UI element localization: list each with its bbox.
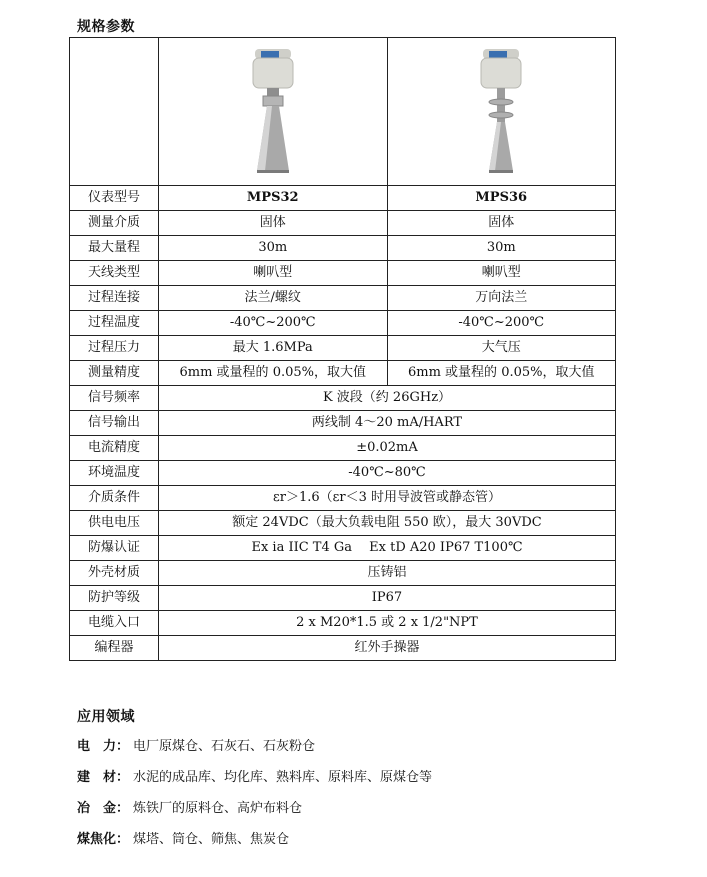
spec-label: 防爆认证 bbox=[70, 536, 159, 561]
spec-value-merged: 2 x M20*1.5 或 2 x 1/2"NPT bbox=[159, 611, 616, 636]
spec-label: 天线类型 bbox=[70, 261, 159, 286]
application-item bbox=[77, 733, 432, 764]
spec-row bbox=[70, 361, 616, 386]
application-text: 炼铁厂的原料仓、高炉布料仓 bbox=[133, 801, 303, 816]
application-item bbox=[77, 826, 432, 857]
spec-value-merged: IP67 bbox=[159, 586, 616, 611]
spec-label: 测量介质 bbox=[70, 211, 159, 236]
spec-value: 30m bbox=[387, 236, 616, 261]
app-title: 应用领域 bbox=[77, 709, 135, 725]
spec-value: 大气压 bbox=[387, 336, 616, 361]
spec-value: 万向法兰 bbox=[387, 286, 616, 311]
spec-value: 6mm 或量程的 0.05%，取大值 bbox=[387, 361, 616, 386]
spec-row bbox=[70, 261, 616, 286]
spec-row bbox=[70, 511, 616, 536]
spec-row bbox=[70, 486, 616, 511]
spec-row bbox=[70, 311, 616, 336]
spec-row bbox=[70, 411, 616, 436]
spec-label: 防护等级 bbox=[70, 586, 159, 611]
spec-label: 环境温度 bbox=[70, 461, 159, 486]
spec-value-merged: 两线制 4～20 mA/HART bbox=[159, 411, 616, 436]
image-mps32 bbox=[159, 38, 388, 186]
application-field: 煤焦化： bbox=[77, 832, 130, 847]
spec-label: 测量精度 bbox=[70, 361, 159, 386]
spec-value: 喇叭型 bbox=[159, 261, 388, 286]
spec-row bbox=[70, 286, 616, 311]
spec-label: 信号输出 bbox=[70, 411, 159, 436]
spec-row bbox=[70, 611, 616, 636]
spec-value: 法兰/螺纹 bbox=[159, 286, 388, 311]
spec-value: -40℃~200℃ bbox=[159, 311, 388, 336]
spec-row bbox=[70, 436, 616, 461]
spec-value: 最大 1.6MPa bbox=[159, 336, 388, 361]
spec-label: 仪表型号 bbox=[70, 186, 159, 211]
spec-label: 编程器 bbox=[70, 636, 159, 661]
radar-horn-gauge-icon bbox=[241, 47, 305, 177]
spec-value: 喇叭型 bbox=[387, 261, 616, 286]
spec-table bbox=[69, 37, 616, 661]
image-row bbox=[70, 38, 616, 186]
application-field: 冶 金： bbox=[77, 801, 130, 816]
spec-label: 外壳材质 bbox=[70, 561, 159, 586]
application-list bbox=[77, 733, 432, 857]
application-item bbox=[77, 764, 432, 795]
spec-value-merged: ±0.02mA bbox=[159, 436, 616, 461]
application-item bbox=[77, 795, 432, 826]
spec-label: 介质条件 bbox=[70, 486, 159, 511]
image-mps36 bbox=[387, 38, 616, 186]
spec-row bbox=[70, 211, 616, 236]
spec-label: 电缆入口 bbox=[70, 611, 159, 636]
spec-row bbox=[70, 336, 616, 361]
spec-label: 电流精度 bbox=[70, 436, 159, 461]
spec-value: 30m bbox=[159, 236, 388, 261]
spec-value-merged: 额定 24VDC（最大负载电阻 550 欧），最大 30VDC bbox=[159, 511, 616, 536]
spec-label: 过程温度 bbox=[70, 311, 159, 336]
image-label-cell bbox=[70, 38, 159, 186]
spec-value: -40℃~200℃ bbox=[387, 311, 616, 336]
spec-row bbox=[70, 461, 616, 486]
spec-value-merged: K 波段（约 26GHz） bbox=[159, 386, 616, 411]
application-field: 建 材： bbox=[77, 770, 130, 785]
spec-value: MPS36 bbox=[387, 186, 616, 211]
application-text: 电厂原煤仓、石灰石、石灰粉仓 bbox=[133, 739, 316, 754]
spec-value-merged: -40℃~80℃ bbox=[159, 461, 616, 486]
spec-row bbox=[70, 186, 616, 211]
spec-value-merged: 红外手操器 bbox=[159, 636, 616, 661]
spec-row bbox=[70, 561, 616, 586]
application-text: 煤塔、筒仓、筛焦、焦炭仓 bbox=[133, 832, 290, 847]
spec-value-merged: Ex ia IIC T4 Ga Ex tD A20 IP67 T100℃ bbox=[159, 536, 616, 561]
spec-row bbox=[70, 236, 616, 261]
spec-value-merged: εr＞1.6（εr＜3 时用导波管或静态管） bbox=[159, 486, 616, 511]
spec-label: 过程压力 bbox=[70, 336, 159, 361]
application-text: 水泥的成品库、均化库、熟料库、原料库、原煤仓等 bbox=[133, 770, 433, 785]
spec-label: 信号频率 bbox=[70, 386, 159, 411]
radar-swivel-gauge-icon bbox=[469, 47, 533, 177]
spec-row bbox=[70, 536, 616, 561]
spec-row bbox=[70, 636, 616, 661]
spec-label: 供电电压 bbox=[70, 511, 159, 536]
spec-label: 最大量程 bbox=[70, 236, 159, 261]
spec-row bbox=[70, 586, 616, 611]
spec-value: 固体 bbox=[159, 211, 388, 236]
spec-value-merged: 压铸铝 bbox=[159, 561, 616, 586]
spec-value: 6mm 或量程的 0.05%，取大值 bbox=[159, 361, 388, 386]
spec-value: MPS32 bbox=[159, 186, 388, 211]
spec-row bbox=[70, 386, 616, 411]
spec-label: 过程连接 bbox=[70, 286, 159, 311]
application-field: 电 力： bbox=[77, 739, 130, 754]
spec-title: 规格参数 bbox=[77, 19, 135, 35]
spec-value: 固体 bbox=[387, 211, 616, 236]
